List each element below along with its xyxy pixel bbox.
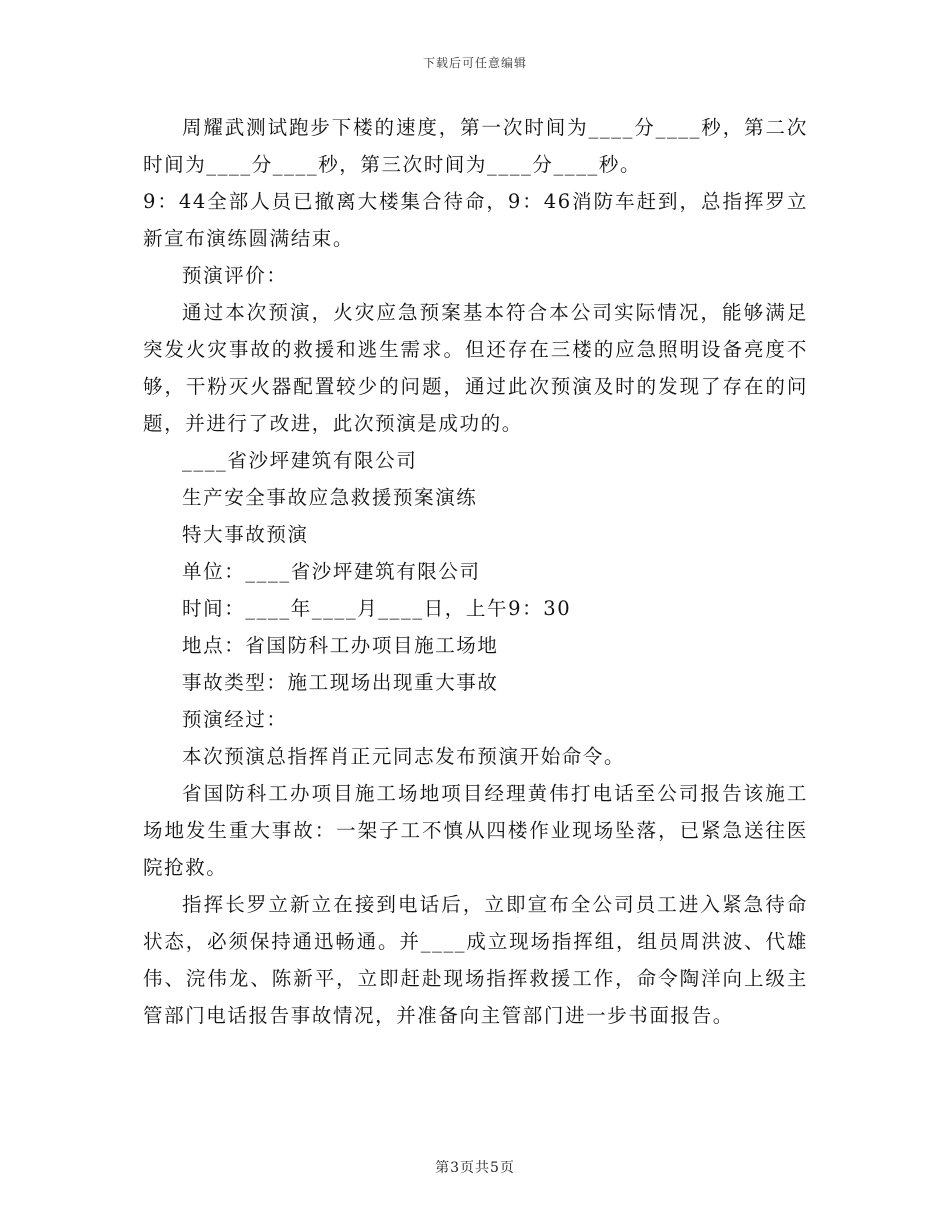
paragraph-accident-report: 省国防科工办项目施工场地项目经理黄伟打电话至公司报告该施工场地发生重大事故：一架子工不慎从四楼作业现场坠落，已紧急送往医院抢救。 <box>143 782 808 879</box>
paragraph-evaluation-body: 通过本次预演，火灾应急预案基本符合本公司实际情况，能够满足突发火灾事故的救援和逃生需求。但还存在三楼的应急照明设备亮度不够，干粉灭火器配置较少的问题，通过此次预演及时的发现了存在的问题，并进行了改进，此次预演是成功的。 <box>143 301 808 435</box>
paragraph-accident-type: 事故类型：施工现场出现重大事故 <box>182 671 499 694</box>
page-header: 下载后可任意编辑 <box>422 56 527 70</box>
paragraph-company-name: ____省沙坪建筑有限公司 <box>182 449 418 472</box>
paragraph-time: 时间：____年____月____日，上午9：30 <box>182 597 572 620</box>
paragraph-location: 地点：省国防科工办项目施工场地 <box>182 634 499 657</box>
paragraph-command-response: 指挥长罗立新立在接到电话后，立即宣布全公司员工进入紧急待命状态，必须保持通迅畅通。并____成立现场指挥组，组员周洪波、代雄伟、浣伟龙、陈新平，立即赶赴现场指挥救援工作，命令陶洋向上级主管部门电话报告事故情况，并准备向主管部门进一步书面报告。 <box>143 893 808 1027</box>
paragraph-evaluation-heading: 预演评价： <box>182 264 288 287</box>
document-body <box>143 109 808 1034</box>
paragraph-drill-start: 本次预演总指挥肖正元同志发布预演开始命令。 <box>182 745 626 768</box>
paragraph-process-heading: 预演经过： <box>182 708 288 731</box>
paragraph-speed-test: 周耀武测试跑步下楼的速度，第一次时间为____分____秒，第二次时间为____分____秒，第三次时间为____分____秒。 <box>143 116 808 176</box>
paragraph-evacuation-complete: 9：44全部人员已撤离大楼集合待命，9：46消防车赶到，总指挥罗立新宣布演练圆满结束。 <box>143 190 808 250</box>
paragraph-drill-subtitle: 特大事故预演 <box>182 523 309 546</box>
page-footer: 第3页共5页 <box>435 1160 515 1176</box>
paragraph-unit: 单位：____省沙坪建筑有限公司 <box>182 560 481 583</box>
paragraph-drill-title: 生产安全事故应急救援预案演练 <box>182 486 478 509</box>
